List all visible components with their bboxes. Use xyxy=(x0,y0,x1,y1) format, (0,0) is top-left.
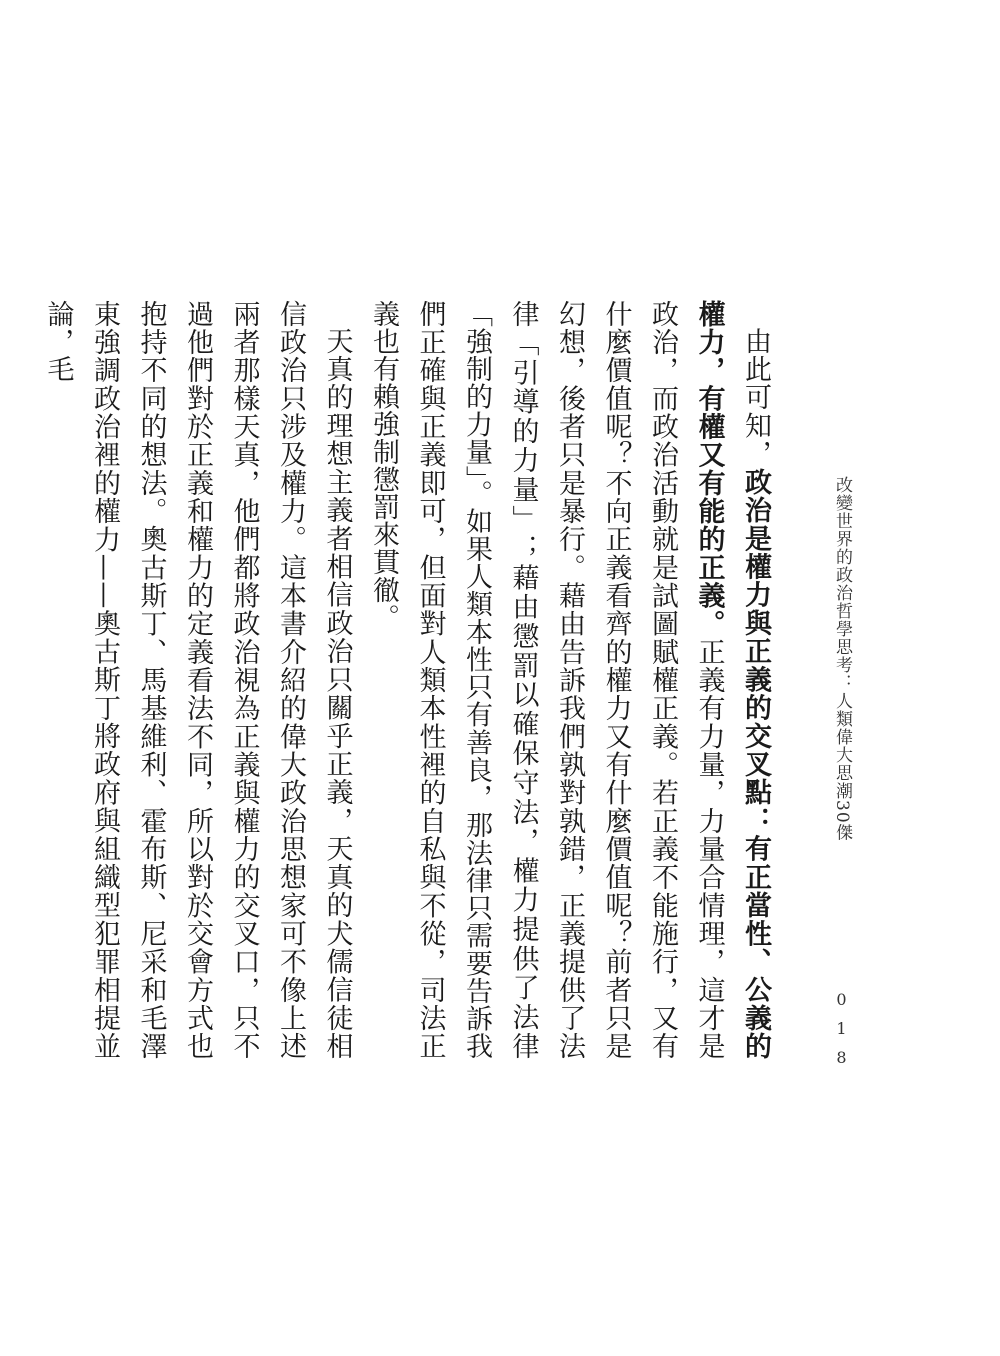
paragraph-1 xyxy=(360,300,779,1060)
paragraph-1-rest: 正義有力量，力量合情理，這才是政治，而政治活動就是試圖賦權正義。若正義不能施行，又有什麼價值呢？不向正義看齊的權力又有什麼價值呢？前者只是幻想，後者只是暴行。藉由告訴我們孰對孰錯，正義提供了法律「引導的力量」；藉由懲罰以確保守法，權力提供了法律「強制的力量」。如果人類本性只有善良，那法律只需要告訴我們正確與正義即可，但面對人類本性裡的自私與不從，司法正義也有賴強制懲罰來貫徹。 xyxy=(368,300,725,1060)
running-header-book-title: 改變世界的政治哲學思考：人類偉大思潮30傑 xyxy=(832,476,852,842)
paragraph-1-lead: 由此可知， xyxy=(740,327,771,469)
body-text xyxy=(34,300,778,1060)
paragraph-2: 天真的理想主義者相信政治只關乎正義，天真的犬儒信徒相信政治只涉及權力。這本書介紹的偉大政治思想家可不像上述兩者那樣天真，他們都將政治視為正義與權力的交叉口，只不過他們對於正義和權力的定義看法不同，所以對於交會方式也抱持不同的想法。奧古斯丁、馬基維利、霍布斯、尼采和毛澤東強調政治裡的權力——奧古斯丁將政府與組織型犯罪相提並論，毛 xyxy=(42,300,353,1060)
paragraph-1-bold-statement: 政治是權力與正義的交叉點：有正當性、公義的權力，有權又有能的正義。 xyxy=(693,300,771,1060)
page-number: 018 xyxy=(832,990,851,1077)
